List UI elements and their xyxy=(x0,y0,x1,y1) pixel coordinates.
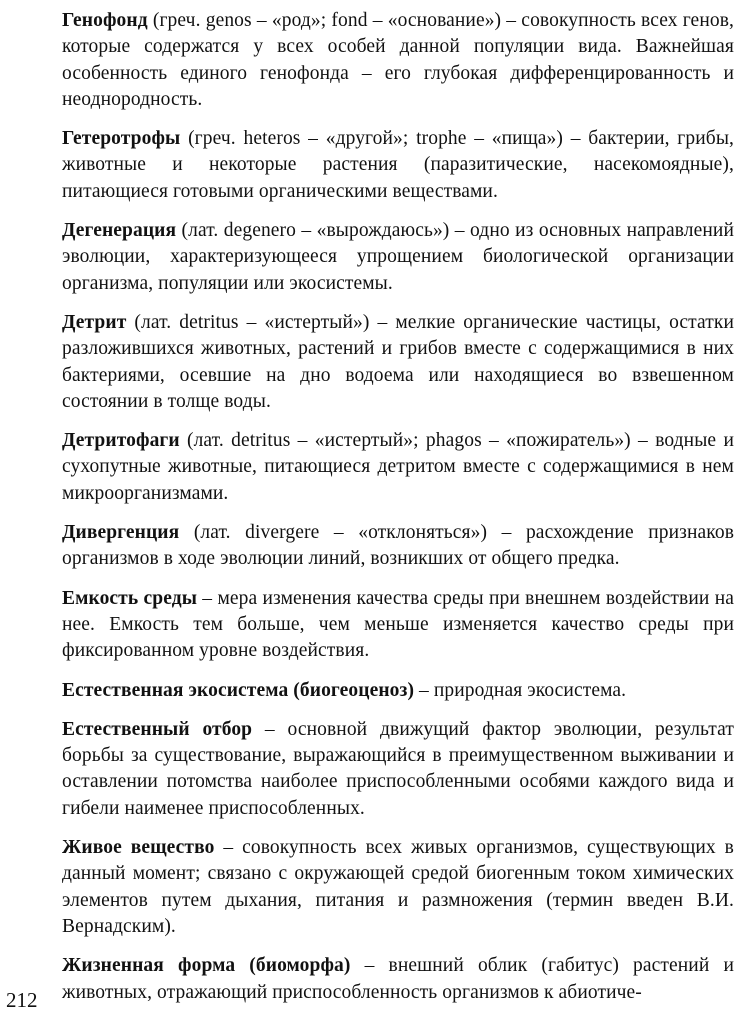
glossary-entry-life-form xyxy=(62,953,734,1006)
entry-definition: (греч. heteros – «другой»; trophe – «пища») – бактерии, грибы, животные и некоторые растения (паразитические, насекомоядные), питающиеся готовыми органическими веществами. xyxy=(62,128,734,202)
glossary-entry-genofond xyxy=(62,8,734,113)
entry-term: Жизненная форма (биоморфа) xyxy=(62,955,351,977)
entry-definition: – совокупность всех живых организмов, существующих в данный момент; связано с окружающей средой биогенным током химических элементов путем дыхания, питания и размножения (термин введен В.И. Вернадским). xyxy=(62,837,734,937)
glossary-entry-environment-capacity xyxy=(62,586,734,665)
entry-term: Гетеротрофы xyxy=(62,128,181,150)
entry-term: Живое вещество xyxy=(62,837,215,859)
entry-term: Детрит xyxy=(62,311,127,333)
page-number: 212 xyxy=(6,988,38,1012)
glossary-entry-natural-selection xyxy=(62,717,734,822)
entry-definition: – мера изменения качества среды при внешнем воздействии на нее. Емкость тем больше, чем меньше изменяется качество среды при фиксированном уровне воздействия. xyxy=(62,587,734,662)
entry-definition: (греч. genos – «род»; fond – «основание») – совокупность всех генов, которые содержатся у всех особей данной популяции вида. Важнейшая особенность единого генофонда – его глубокая дифференцированность и неоднородность. xyxy=(62,10,734,110)
glossary-entry-detritivores xyxy=(62,428,734,507)
entry-definition: (лат. divergere – «отклоняться») – расхождение признаков организмов в ходе эволюции линий, возникших от общего предка. xyxy=(62,522,734,570)
glossary-entry-natural-ecosystem xyxy=(62,678,734,704)
entry-definition: (лат. detritus – «истертый») – мелкие органические частицы, остатки разложившихся животных, растений и грибов вместе с содержащимися в них бактериями, осевшие на дно водоема или находящиеся во взвешенном состоянии в толще воды. xyxy=(62,311,734,412)
entry-definition: – основной движущий фактор эволюции, результат борьбы за существование, выражающийся в преимущественном выживании и оставлении потомства наиболее приспособленными особями каждого вида и гибели наименее приспособленных. xyxy=(62,718,735,819)
glossary-entry-living-matter xyxy=(62,835,734,940)
entry-definition: – природная экосистема. xyxy=(414,679,627,701)
entry-definition: (лат. detritus – «истертый»; phagos – «пожиратель») – водные и сухопутные животные, питающиеся детритом вместе с содержащимися в нем микроорганизмами. xyxy=(62,430,734,504)
glossary-entries xyxy=(62,8,734,1019)
entry-term: Детритофаги xyxy=(62,430,180,452)
entry-term: Естественный отбор xyxy=(62,718,253,740)
entry-term: Дегенерация xyxy=(62,220,177,242)
glossary-entry-divergence xyxy=(62,520,734,573)
entry-definition: – внешний облик (габитус) растений и животных, отражающий приспособленность организмов к абиотиче- xyxy=(62,955,734,1003)
glossary-entry-degeneration xyxy=(62,218,734,297)
entry-term: Естественная экосистема (биогеоценоз) xyxy=(62,679,415,701)
glossary-entry-detritus xyxy=(62,310,734,415)
entry-term: Генофонд xyxy=(62,10,148,31)
entry-term: Дивергенция xyxy=(62,522,180,544)
entry-definition: (лат. degenero – «вырождаюсь») – одно из основных направлений эволюции, характеризующееся упрощением биологической организации организма, популяции или экосистемы. xyxy=(62,220,734,294)
entry-term: Емкость среды xyxy=(62,587,198,609)
glossary-entry-heterotrophs xyxy=(62,126,734,205)
